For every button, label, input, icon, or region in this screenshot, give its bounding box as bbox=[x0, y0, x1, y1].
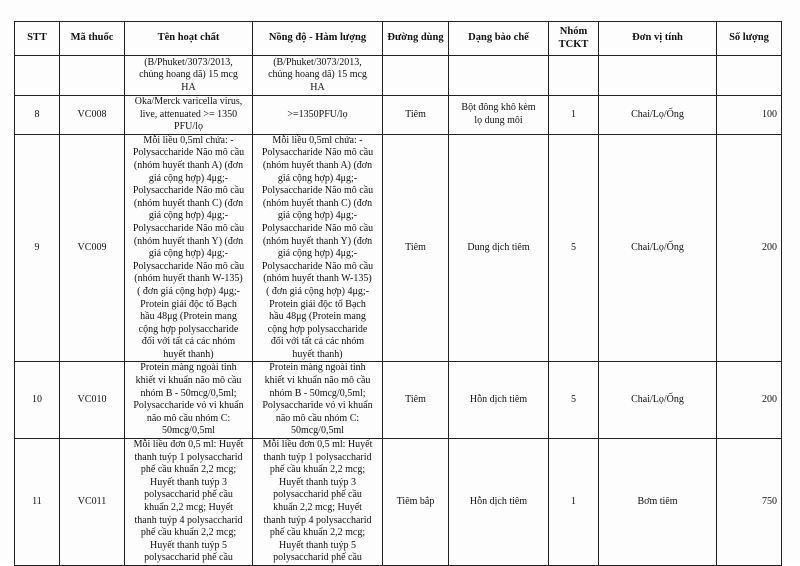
cell-don-vi-tinh: Chai/Lọ/Ống bbox=[599, 362, 717, 439]
cell-ma-thuoc bbox=[60, 56, 125, 96]
header-nhom-tckt: Nhóm TCKT bbox=[549, 22, 599, 56]
cell-dang-bao-che: Hỗn dịch tiêm bbox=[449, 439, 549, 566]
cell-nong-do: (B/Phuket/3073/2013, chủng hoang dã) 15 mcg HA bbox=[253, 56, 383, 96]
cell-ma-thuoc: VC008 bbox=[60, 96, 125, 135]
cell-dang-bao-che: Bột đông khô kèm lọ dung môi bbox=[449, 96, 549, 135]
cell-duong-dung: Tiêm bbox=[383, 96, 449, 135]
cell-nong-do: Mỗi liều 0,5ml chứa: - Polysaccharide Não mô cầu (nhóm huyết thanh A) (đơn giá cộng hợp) 4μg;- Polysaccharide Não mô cầu (nhóm huyết thanh C) (đơn giá cộng hợp) 4μg;- Polysaccharide Não mô cầu (nhóm huyết thanh Y) (đơn giá cộng hợp) 4μg;- Polysaccharide Não mô cầu (nhóm huyết thanh W-135) ( đơn giá cộng hợp) 4μg;- Protein giải độc tố Bạch hầu 48μg (Protein mang cộng hợp polysaccharide đối với tất cả các nhóm huyết thanh) bbox=[253, 134, 383, 362]
cell-don-vi-tinh: Chai/Lọ/Ống bbox=[599, 96, 717, 135]
cell-stt: 9 bbox=[15, 134, 60, 362]
cell-so-luong: 200 bbox=[717, 362, 782, 439]
cell-so-luong: 200 bbox=[717, 134, 782, 362]
cell-ten-hoat-chat: Oka/Merck varicella virus, live, attenuated >= 1350 PFU/lọ bbox=[125, 96, 253, 135]
header-duong-dung: Đường dùng bbox=[383, 22, 449, 56]
cell-stt: 10 bbox=[15, 362, 60, 439]
cell-duong-dung bbox=[383, 56, 449, 96]
cell-ten-hoat-chat: (B/Phuket/3073/2013, chủng hoang dã) 15 mcg HA bbox=[125, 56, 253, 96]
header-so-luong: Số lượng bbox=[717, 22, 782, 56]
cell-nhom-tckt bbox=[549, 56, 599, 96]
cell-stt: 8 bbox=[15, 96, 60, 135]
header-dang-bao-che: Dạng bào chế bbox=[449, 22, 549, 56]
cell-dang-bao-che: Dung dịch tiêm bbox=[449, 134, 549, 362]
cell-nhom-tckt: 5 bbox=[549, 134, 599, 362]
cell-ten-hoat-chat: Mỗi liều 0,5ml chứa: - Polysaccharide Não mô cầu (nhóm huyết thanh A) (đơn giá cộng hợp) 4μg;- Polysaccharide Não mô cầu (nhóm huyết thanh C) (đơn giá cộng hợp) 4μg;- Polysaccharide Não mô cầu (nhóm huyết thanh Y) (đơn giá cộng hợp) 4μg;- Polysaccharide Não mô cầu (nhóm huyết thanh W-135) ( đơn giá cộng hợp) 4μg;- Protein giải độc tố Bạch hầu 48μg (Protein mang cộng hợp polysaccharide đối với tất cả các nhóm huyết thanh) bbox=[125, 134, 253, 362]
cell-dang-bao-che: Hỗn dịch tiêm bbox=[449, 362, 549, 439]
table-header-row bbox=[15, 22, 782, 56]
cell-so-luong: 100 bbox=[717, 96, 782, 135]
drug-list-table bbox=[14, 21, 782, 566]
cell-nong-do: Mỗi liều đơn 0,5 ml: Huyết thanh tuýp 1 polysaccharid phế cầu khuẩn 2,2 mcg; Huyết thanh tuýp 3 polysaccharid phế cầu khuẩn 2,2 mcg; Huyết thanh tuýp 4 polysaccharid phế cầu khuẩn 2,2 mcg; Huyết thanh tuýp 5 polysaccharid phế cầu bbox=[253, 439, 383, 566]
cell-ten-hoat-chat: Protein màng ngoài tinh khiết vi khuẩn não mô cầu nhóm B - 50mcg/0,5ml; Polysaccharide vỏ vi khuẩn não mô cầu nhóm C: 50mcg/0,5ml bbox=[125, 362, 253, 439]
cell-don-vi-tinh: Bơm tiêm bbox=[599, 439, 717, 566]
header-stt: STT bbox=[15, 22, 60, 56]
table-row bbox=[15, 439, 782, 566]
cell-nong-do: Protein màng ngoài tinh khiết vi khuẩn não mô cầu nhóm B - 50mcg/0,5ml; Polysaccharide vỏ vi khuẩn não mô cầu nhóm C: 50mcg/0,5ml bbox=[253, 362, 383, 439]
cell-nong-do: >=1350PFU/lọ bbox=[253, 96, 383, 135]
cell-ten-hoat-chat: Mỗi liều đơn 0,5 ml: Huyết thanh tuýp 1 polysaccharid phế cầu khuẩn 2,2 mcg; Huyết thanh tuýp 3 polysaccharid phế cầu khuẩn 2,2 mcg; Huyết thanh tuýp 4 polysaccharid phế cầu khuẩn 2,2 mcg; Huyết thanh tuýp 5 polysaccharid phế cầu bbox=[125, 439, 253, 566]
cell-ma-thuoc: VC009 bbox=[60, 134, 125, 362]
cell-stt: 11 bbox=[15, 439, 60, 566]
cell-duong-dung: Tiêm bbox=[383, 362, 449, 439]
cell-stt bbox=[15, 56, 60, 96]
table-row bbox=[15, 134, 782, 362]
table-row bbox=[15, 362, 782, 439]
table-row bbox=[15, 56, 782, 96]
cell-nhom-tckt: 1 bbox=[549, 439, 599, 566]
cell-duong-dung: Tiêm bbox=[383, 134, 449, 362]
header-ma-thuoc: Mã thuốc bbox=[60, 22, 125, 56]
cell-so-luong: 750 bbox=[717, 439, 782, 566]
header-don-vi-tinh: Đơn vị tính bbox=[599, 22, 717, 56]
cell-don-vi-tinh: Chai/Lọ/Ống bbox=[599, 134, 717, 362]
header-ten-hoat-chat: Tên hoạt chất bbox=[125, 22, 253, 56]
cell-nhom-tckt: 1 bbox=[549, 96, 599, 135]
cell-don-vi-tinh bbox=[599, 56, 717, 96]
table-row bbox=[15, 96, 782, 135]
cell-ma-thuoc: VC010 bbox=[60, 362, 125, 439]
cell-ma-thuoc: VC011 bbox=[60, 439, 125, 566]
cell-dang-bao-che bbox=[449, 56, 549, 96]
header-nong-do: Nồng độ - Hàm lượng bbox=[253, 22, 383, 56]
cell-nhom-tckt: 5 bbox=[549, 362, 599, 439]
cell-duong-dung: Tiêm bắp bbox=[383, 439, 449, 566]
cell-so-luong bbox=[717, 56, 782, 96]
